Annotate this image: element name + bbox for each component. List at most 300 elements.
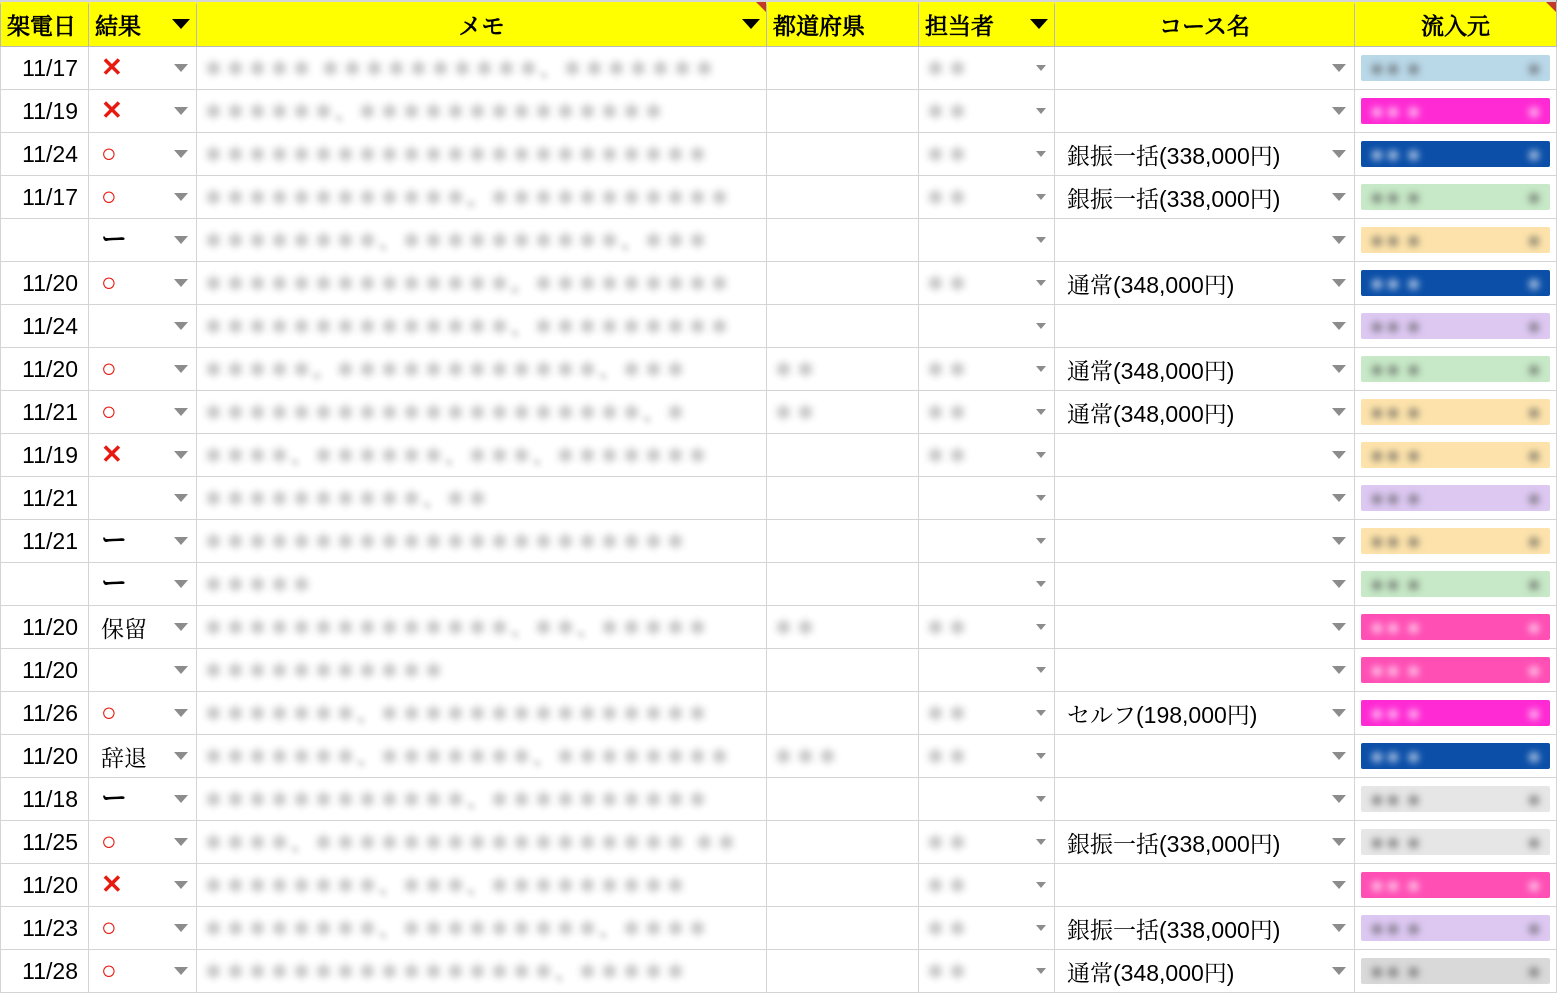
cell-source[interactable] (1355, 907, 1557, 950)
chevron-down-icon[interactable] (1332, 236, 1346, 244)
memo-text: ＊＊＊＊＊ ＊＊＊＊＊＊＊＊＊＊、＊＊＊＊＊＊＊ (203, 58, 716, 81)
cell-staff[interactable] (919, 47, 1055, 90)
memo-text: ＊＊＊＊＊。＊＊＊＊＊＊＊＊＊＊＊＊、＊＊＊ (203, 359, 687, 382)
cell-prefecture[interactable] (767, 219, 919, 262)
chevron-down-icon[interactable] (1036, 882, 1046, 888)
source-tag: ＊＊ ＊ ＊ (1361, 528, 1550, 554)
cell-course[interactable] (1055, 176, 1355, 219)
cell-result[interactable] (89, 90, 197, 133)
staff-text: ＊＊ (925, 746, 969, 769)
chevron-down-icon[interactable] (1036, 452, 1046, 458)
grid-header-row (1, 1, 1557, 47)
cell-staff[interactable] (919, 262, 1055, 305)
table-row[interactable] (1, 864, 1557, 907)
cell-course[interactable] (1055, 348, 1355, 391)
chevron-down-icon[interactable] (1036, 624, 1046, 630)
staff-text: ＊＊ (925, 359, 969, 382)
cell-memo[interactable] (197, 606, 767, 649)
table-row[interactable] (1, 305, 1557, 348)
source-tag: ＊＊ ＊ ＊ (1361, 270, 1550, 296)
cell-course[interactable] (1055, 305, 1355, 348)
cell-prefecture[interactable] (767, 477, 919, 520)
table-row[interactable] (1, 348, 1557, 391)
cell-prefecture[interactable] (767, 563, 919, 606)
cell-prefecture[interactable] (767, 778, 919, 821)
cell-course[interactable] (1055, 219, 1355, 262)
result-mark: ✕ (101, 439, 123, 469)
table-row[interactable] (1, 649, 1557, 692)
cell-source[interactable] (1355, 821, 1557, 864)
cell-memo[interactable] (197, 778, 767, 821)
chevron-down-icon[interactable] (174, 924, 188, 932)
cell-memo[interactable] (197, 90, 767, 133)
chevron-down-icon[interactable] (1332, 795, 1346, 803)
chevron-down-icon[interactable] (1036, 538, 1046, 544)
staff-text: ＊＊ (925, 187, 969, 210)
cell-source[interactable] (1355, 563, 1557, 606)
cell-result[interactable] (89, 520, 197, 563)
cell-course[interactable] (1055, 821, 1355, 864)
cell-course[interactable] (1055, 778, 1355, 821)
filter-dropdown-icon-staff[interactable] (1030, 19, 1048, 29)
prefecture-text: ＊＊ (773, 402, 817, 425)
cell-course[interactable] (1055, 47, 1355, 90)
cell-call-date[interactable]: 11/20 (1, 606, 89, 649)
cell-source[interactable] (1355, 47, 1557, 90)
table-row[interactable] (1, 606, 1557, 649)
table-row[interactable] (1, 735, 1557, 778)
chevron-down-icon[interactable] (1036, 581, 1046, 587)
cell-result[interactable] (89, 735, 197, 778)
source-tag: ＊＊ ＊ ＊ (1361, 141, 1550, 167)
cell-source[interactable] (1355, 305, 1557, 348)
cell-memo[interactable] (197, 649, 767, 692)
memo-text: ＊＊＊＊＊＊＊＊＊＊＊＊＊＊＊＊＊＊＊＊＊＊＊ (203, 144, 709, 167)
table-row[interactable] (1, 133, 1557, 176)
table-row[interactable] (1, 563, 1557, 606)
chevron-down-icon[interactable] (1332, 881, 1346, 889)
cell-prefecture[interactable] (767, 520, 919, 563)
chevron-down-icon[interactable] (1332, 451, 1346, 459)
cell-memo[interactable] (197, 348, 767, 391)
staff-text: ＊＊ (925, 961, 969, 984)
cell-staff[interactable] (919, 821, 1055, 864)
cell-result[interactable] (89, 907, 197, 950)
chevron-down-icon[interactable] (1036, 753, 1046, 759)
cell-memo[interactable] (197, 821, 767, 864)
cell-source[interactable] (1355, 649, 1557, 692)
chevron-down-icon[interactable] (174, 64, 188, 72)
course-label: 銀振一括(338,000円) (1067, 830, 1281, 857)
chevron-down-icon[interactable] (174, 107, 188, 115)
cell-staff[interactable] (919, 606, 1055, 649)
table-row[interactable] (1, 821, 1557, 864)
result-mark: ✕ (101, 52, 123, 82)
chevron-down-icon[interactable] (1036, 667, 1046, 673)
cell-prefecture[interactable] (767, 262, 919, 305)
chevron-down-icon[interactable] (1036, 409, 1046, 415)
cell-result[interactable] (89, 649, 197, 692)
chevron-down-icon[interactable] (1332, 193, 1346, 201)
column-header-memo[interactable] (197, 1, 767, 47)
result-mark: ○ (101, 181, 117, 211)
cell-source[interactable] (1355, 778, 1557, 821)
cell-prefecture[interactable] (767, 90, 919, 133)
table-row[interactable] (1, 950, 1557, 993)
table-row[interactable] (1, 477, 1557, 520)
cell-source[interactable] (1355, 692, 1557, 735)
cell-staff[interactable] (919, 907, 1055, 950)
cell-call-date[interactable]: 11/20 (1, 348, 89, 391)
cell-staff[interactable] (919, 90, 1055, 133)
cell-staff[interactable] (919, 778, 1055, 821)
cell-course[interactable] (1055, 864, 1355, 907)
cell-memo[interactable] (197, 434, 767, 477)
cell-call-date[interactable]: 11/17 (1, 47, 89, 90)
cell-call-date[interactable]: 11/24 (1, 305, 89, 348)
cell-source[interactable] (1355, 133, 1557, 176)
column-header-date[interactable] (1, 1, 89, 47)
chevron-down-icon[interactable] (1036, 839, 1046, 845)
chevron-down-icon[interactable] (1036, 280, 1046, 286)
chevron-down-icon[interactable] (1332, 365, 1346, 373)
chevron-down-icon[interactable] (1332, 580, 1346, 588)
chevron-down-icon[interactable] (1036, 194, 1046, 200)
source-tag: ＊＊ ＊ ＊ (1361, 829, 1550, 855)
cell-memo[interactable] (197, 692, 767, 735)
cell-prefecture[interactable] (767, 176, 919, 219)
chevron-down-icon[interactable] (1036, 366, 1046, 372)
cell-call-date[interactable]: 11/26 (1, 692, 89, 735)
filter-dropdown-icon-memo[interactable] (742, 19, 760, 29)
cell-result[interactable] (89, 692, 197, 735)
cell-staff[interactable] (919, 219, 1055, 262)
chevron-down-icon[interactable] (1332, 408, 1346, 416)
cell-memo[interactable] (197, 133, 767, 176)
cell-memo[interactable] (197, 907, 767, 950)
cell-call-date[interactable]: 11/18 (1, 778, 89, 821)
staff-text: ＊＊ (925, 101, 969, 124)
result-mark: ○ (101, 353, 117, 383)
chevron-down-icon[interactable] (174, 408, 188, 416)
chevron-down-icon[interactable] (174, 623, 188, 631)
chevron-down-icon[interactable] (1332, 924, 1346, 932)
course-label: 通常(348,000円) (1067, 271, 1235, 298)
source-tag: ＊＊ ＊ ＊ (1361, 485, 1550, 511)
cell-course[interactable] (1055, 649, 1355, 692)
chevron-down-icon[interactable] (174, 279, 188, 287)
cell-call-date[interactable]: 11/24 (1, 133, 89, 176)
column-header-staff[interactable] (919, 1, 1055, 47)
cell-memo[interactable] (197, 219, 767, 262)
chevron-down-icon[interactable] (1036, 968, 1046, 974)
cell-call-date[interactable]: 11/21 (1, 477, 89, 520)
cell-result[interactable] (89, 219, 197, 262)
chevron-down-icon[interactable] (1036, 495, 1046, 501)
chevron-down-icon[interactable] (174, 967, 188, 975)
cell-course[interactable] (1055, 520, 1355, 563)
chevron-down-icon[interactable] (174, 666, 188, 674)
chevron-down-icon[interactable] (1332, 322, 1346, 330)
chevron-down-icon[interactable] (174, 838, 188, 846)
cell-result[interactable] (89, 133, 197, 176)
chevron-down-icon[interactable] (1332, 752, 1346, 760)
cell-source[interactable] (1355, 477, 1557, 520)
table-row[interactable] (1, 434, 1557, 477)
cell-call-date[interactable]: 11/19 (1, 90, 89, 133)
cell-staff[interactable] (919, 434, 1055, 477)
cell-call-date[interactable]: 11/19 (1, 434, 89, 477)
chevron-down-icon[interactable] (1036, 151, 1046, 157)
chevron-down-icon[interactable] (1036, 710, 1046, 716)
cell-result[interactable] (89, 262, 197, 305)
cell-staff[interactable] (919, 176, 1055, 219)
chevron-down-icon[interactable] (174, 365, 188, 373)
chevron-down-icon[interactable] (174, 580, 188, 588)
chevron-down-icon[interactable] (1332, 150, 1346, 158)
cell-prefecture[interactable] (767, 305, 919, 348)
cell-call-date[interactable] (1, 219, 89, 262)
source-tag: ＊＊ ＊ ＊ (1361, 958, 1550, 984)
course-label: 銀振一括(338,000円) (1067, 185, 1281, 212)
column-header-source[interactable] (1355, 1, 1557, 47)
cell-source[interactable] (1355, 520, 1557, 563)
source-tag: ＊＊ ＊ ＊ (1361, 700, 1550, 726)
cell-prefecture[interactable] (767, 692, 919, 735)
cell-source[interactable] (1355, 90, 1557, 133)
chevron-down-icon[interactable] (1332, 107, 1346, 115)
table-row[interactable] (1, 90, 1557, 133)
cell-result[interactable] (89, 348, 197, 391)
cell-prefecture[interactable] (767, 821, 919, 864)
table-row[interactable] (1, 219, 1557, 262)
cell-staff[interactable] (919, 563, 1055, 606)
source-tag: ＊＊ ＊ ＊ (1361, 743, 1550, 769)
cell-prefecture[interactable] (767, 735, 919, 778)
cell-course[interactable] (1055, 391, 1355, 434)
chevron-down-icon[interactable] (1332, 666, 1346, 674)
chevron-down-icon[interactable] (1036, 925, 1046, 931)
chevron-down-icon[interactable] (174, 752, 188, 760)
cell-result[interactable] (89, 864, 197, 907)
cell-memo[interactable] (197, 305, 767, 348)
cell-call-date[interactable]: 11/20 (1, 735, 89, 778)
table-row[interactable] (1, 262, 1557, 305)
cell-call-date[interactable]: 11/20 (1, 864, 89, 907)
cell-prefecture[interactable] (767, 649, 919, 692)
cell-course[interactable] (1055, 907, 1355, 950)
result-mark: 保留 (101, 615, 147, 642)
cell-course[interactable] (1055, 477, 1355, 520)
cell-result[interactable] (89, 606, 197, 649)
result-mark: ○ (101, 826, 117, 856)
memo-text: ＊＊＊＊＊ (203, 574, 313, 597)
chevron-down-icon[interactable] (1332, 64, 1346, 72)
source-tag: ＊＊ ＊ ＊ (1361, 399, 1550, 425)
table-row[interactable] (1, 47, 1557, 90)
cell-source[interactable] (1355, 606, 1557, 649)
chevron-down-icon[interactable] (174, 537, 188, 545)
chevron-down-icon[interactable] (174, 795, 188, 803)
cell-course[interactable] (1055, 950, 1355, 993)
chevron-down-icon[interactable] (1332, 709, 1346, 717)
column-header-prefecture[interactable] (767, 1, 919, 47)
cell-prefecture[interactable] (767, 348, 919, 391)
table-row[interactable] (1, 692, 1557, 735)
chevron-down-icon[interactable] (1332, 494, 1346, 502)
chevron-down-icon[interactable] (1332, 838, 1346, 846)
cell-memo[interactable] (197, 950, 767, 993)
cell-memo[interactable] (197, 262, 767, 305)
cell-course[interactable] (1055, 133, 1355, 176)
chevron-down-icon[interactable] (174, 451, 188, 459)
chevron-down-icon[interactable] (1036, 796, 1046, 802)
column-header-result[interactable] (89, 1, 197, 47)
cell-memo[interactable] (197, 477, 767, 520)
cell-result[interactable] (89, 821, 197, 864)
cell-memo[interactable] (197, 520, 767, 563)
memo-text: ＊＊＊＊＊＊＊＊、＊＊＊、＊＊＊＊＊＊＊＊＊ (203, 875, 687, 898)
cell-result[interactable] (89, 950, 197, 993)
cell-course[interactable] (1055, 262, 1355, 305)
cell-call-date[interactable]: 11/17 (1, 176, 89, 219)
cell-staff[interactable] (919, 391, 1055, 434)
cell-source[interactable] (1355, 434, 1557, 477)
cell-result[interactable] (89, 477, 197, 520)
source-tag: ＊＊ ＊ ＊ (1361, 872, 1550, 898)
cell-result[interactable] (89, 176, 197, 219)
cell-staff[interactable] (919, 649, 1055, 692)
source-tag: ＊＊ ＊ ＊ (1361, 571, 1550, 597)
cell-call-date[interactable]: 11/20 (1, 262, 89, 305)
chevron-down-icon[interactable] (174, 193, 188, 201)
cell-call-date[interactable]: 11/23 (1, 907, 89, 950)
note-corner-icon-source (1546, 2, 1556, 12)
cell-source[interactable] (1355, 391, 1557, 434)
prefecture-text: ＊＊ (773, 359, 817, 382)
cell-source[interactable] (1355, 176, 1557, 219)
cell-staff[interactable] (919, 305, 1055, 348)
chevron-down-icon[interactable] (174, 494, 188, 502)
cell-memo[interactable] (197, 47, 767, 90)
chevron-down-icon[interactable] (1332, 967, 1346, 975)
source-tag: ＊＊ ＊ ＊ (1361, 184, 1550, 210)
cell-result[interactable] (89, 563, 197, 606)
staff-text: ＊＊ (925, 273, 969, 296)
chevron-down-icon[interactable] (1036, 237, 1046, 243)
table-row[interactable] (1, 520, 1557, 563)
cell-source[interactable] (1355, 262, 1557, 305)
cell-source[interactable] (1355, 219, 1557, 262)
cell-prefecture[interactable] (767, 434, 919, 477)
chevron-down-icon[interactable] (174, 150, 188, 158)
cell-result[interactable] (89, 47, 197, 90)
column-header-course[interactable] (1055, 1, 1355, 47)
cell-call-date[interactable]: 11/25 (1, 821, 89, 864)
chevron-down-icon[interactable] (1332, 537, 1346, 545)
cell-source[interactable] (1355, 348, 1557, 391)
memo-text: ＊＊＊＊＊＊＊＊、＊＊＊＊＊＊＊＊＊＊、＊＊＊ (203, 230, 709, 253)
cell-source[interactable] (1355, 735, 1557, 778)
cell-prefecture[interactable] (767, 606, 919, 649)
chevron-down-icon[interactable] (1036, 65, 1046, 71)
cell-result[interactable] (89, 305, 197, 348)
cell-memo[interactable] (197, 391, 767, 434)
cell-staff[interactable] (919, 735, 1055, 778)
cell-memo[interactable] (197, 864, 767, 907)
cell-course[interactable] (1055, 735, 1355, 778)
chevron-down-icon[interactable] (174, 236, 188, 244)
cell-result[interactable] (89, 434, 197, 477)
table-row[interactable] (1, 176, 1557, 219)
source-tag: ＊＊ ＊ ＊ (1361, 614, 1550, 640)
cell-course[interactable] (1055, 90, 1355, 133)
chevron-down-icon[interactable] (174, 881, 188, 889)
table-row[interactable] (1, 391, 1557, 434)
chevron-down-icon[interactable] (174, 322, 188, 330)
course-label: 通常(348,000円) (1067, 400, 1235, 427)
column-header-prefecture-label: 都道府県 (773, 12, 865, 39)
cell-source[interactable] (1355, 950, 1557, 993)
cell-staff[interactable] (919, 133, 1055, 176)
result-mark: ー (101, 783, 128, 813)
cell-staff[interactable] (919, 864, 1055, 907)
source-tag: ＊＊ ＊ ＊ (1361, 313, 1550, 339)
cell-course[interactable] (1055, 606, 1355, 649)
chevron-down-icon[interactable] (1332, 623, 1346, 631)
cell-staff[interactable] (919, 348, 1055, 391)
source-tag: ＊＊ ＊ ＊ (1361, 786, 1550, 812)
cell-course[interactable] (1055, 434, 1355, 477)
cell-result[interactable] (89, 391, 197, 434)
column-header-course-label: コース名 (1159, 12, 1250, 39)
cell-prefecture[interactable] (767, 133, 919, 176)
cell-staff[interactable] (919, 692, 1055, 735)
chevron-down-icon[interactable] (1036, 108, 1046, 114)
cell-call-date[interactable]: 11/28 (1, 950, 89, 993)
chevron-down-icon[interactable] (1036, 323, 1046, 329)
table-row[interactable] (1, 778, 1557, 821)
cell-result[interactable] (89, 778, 197, 821)
cell-staff[interactable] (919, 477, 1055, 520)
cell-staff[interactable] (919, 520, 1055, 563)
table-row[interactable] (1, 907, 1557, 950)
cell-course[interactable] (1055, 563, 1355, 606)
cell-memo[interactable] (197, 176, 767, 219)
memo-text: ＊＊＊＊、＊＊＊＊＊＊＊＊＊＊＊＊＊＊＊＊＊ ＊＊ (203, 832, 738, 855)
filter-dropdown-icon-result[interactable] (172, 19, 190, 29)
cell-memo[interactable] (197, 735, 767, 778)
cell-prefecture[interactable] (767, 47, 919, 90)
cell-staff[interactable] (919, 950, 1055, 993)
result-mark: ✕ (101, 95, 123, 125)
cell-prefecture[interactable] (767, 950, 919, 993)
cell-memo[interactable] (197, 563, 767, 606)
cell-course[interactable] (1055, 692, 1355, 735)
chevron-down-icon[interactable] (174, 709, 188, 717)
cell-call-date[interactable] (1, 563, 89, 606)
result-mark: ○ (101, 267, 117, 297)
cell-call-date[interactable]: 11/20 (1, 649, 89, 692)
staff-text: ＊＊ (925, 918, 969, 941)
cell-prefecture[interactable] (767, 864, 919, 907)
cell-call-date[interactable]: 11/21 (1, 391, 89, 434)
cell-source[interactable] (1355, 864, 1557, 907)
cell-prefecture[interactable] (767, 391, 919, 434)
chevron-down-icon[interactable] (1332, 279, 1346, 287)
cell-prefecture[interactable] (767, 907, 919, 950)
cell-call-date[interactable]: 11/21 (1, 520, 89, 563)
